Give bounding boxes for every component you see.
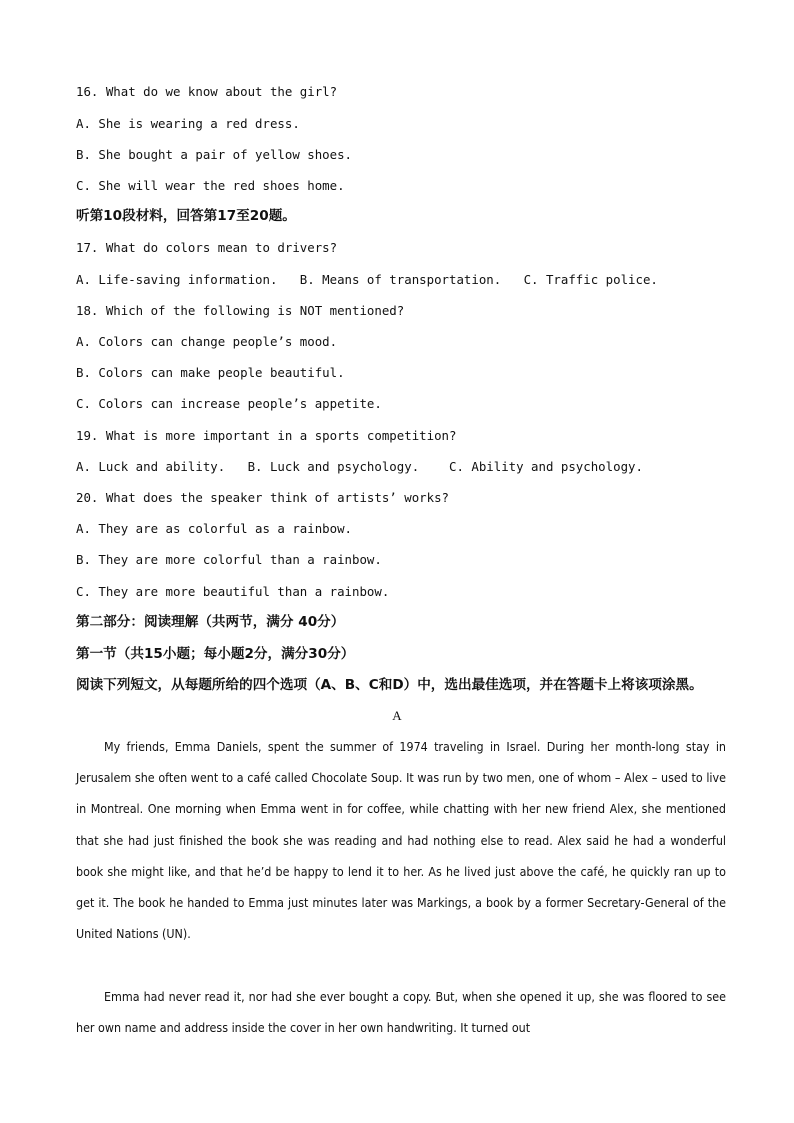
passage-paragraph-2	[76, 981, 726, 1043]
section-1-heading: 第一节（共15小题；每小题2分，满分30分）	[76, 646, 355, 662]
question-18-option-a: A. Colors can change people’s mood.	[76, 334, 338, 349]
passage-paragraph-1-text: My friends, Emma Daniels, spent the summer of 1974 traveling in Israel. During her month-long stay in Jerusalem she often went to a café called Chocolate Soup. It was run by two men, one of whom – Alex – used to live in Montreal. One morning when Emma went in for coffee, while chatting with her new friend Alex, she mentioned that she had just finished the book she was reading and had nothing else to read. Alex said he had a wonderful book she might like, and that he’d be happy to lend it to her. As he lived just above the café, he quickly ran up to get it. The book he handed to Emma just minutes later was Markings, a book by a former Secretary-General of the United Nations (UN).	[76, 739, 726, 942]
question-16-option-b: B. She bought a pair of yellow shoes.	[76, 147, 353, 162]
question-19-options: A. Luck and ability. B. Luck and psychology. C. Ability and psychology.	[76, 459, 643, 474]
question-18-option-c: C. Colors can increase people’s appetite.	[76, 396, 382, 411]
part-2-heading: 第二部分：阅读理解（共两节，满分 40分）	[76, 614, 345, 630]
question-16-option-c: C. She will wear the red shoes home.	[76, 178, 345, 193]
question-16-option-a: A. She is wearing a red dress.	[76, 116, 300, 131]
passage-label: A	[392, 708, 402, 723]
question-19: 19. What is more important in a sports competition?	[76, 428, 457, 443]
instructions: 阅读下列短文，从每题所给的四个选项（A、B、C和D）中，选出最佳选项，并在答题卡上将该项涂黑。	[76, 677, 703, 693]
question-16: 16. What do we know about the girl?	[76, 84, 338, 99]
question-20-option-a: A. They are as colorful as a rainbow.	[76, 521, 353, 536]
section-10-heading: 听第10段材料，回答第17至20题。	[76, 208, 296, 224]
question-20-option-b: B. They are more colorful than a rainbow.	[76, 552, 382, 567]
passage-paragraph-2-text: Emma had never read it, nor had she ever bought a copy. But, when she opened it up, she was floored to see her own name and address inside the cover in her own handwriting. It turned out	[76, 989, 726, 1036]
question-18: 18. Which of the following is NOT mentioned?	[76, 303, 405, 318]
question-20-option-c: C. They are more beautiful than a rainbow.	[76, 584, 390, 599]
question-20: 20. What does the speaker think of artists’ works?	[76, 490, 449, 505]
passage-paragraph-1	[76, 731, 726, 949]
question-17: 17. What do colors mean to drivers?	[76, 240, 338, 255]
question-18-option-b: B. Colors can make people beautiful.	[76, 365, 345, 380]
question-17-options: A. Life-saving information. B. Means of transportation. C. Traffic police.	[76, 272, 658, 287]
